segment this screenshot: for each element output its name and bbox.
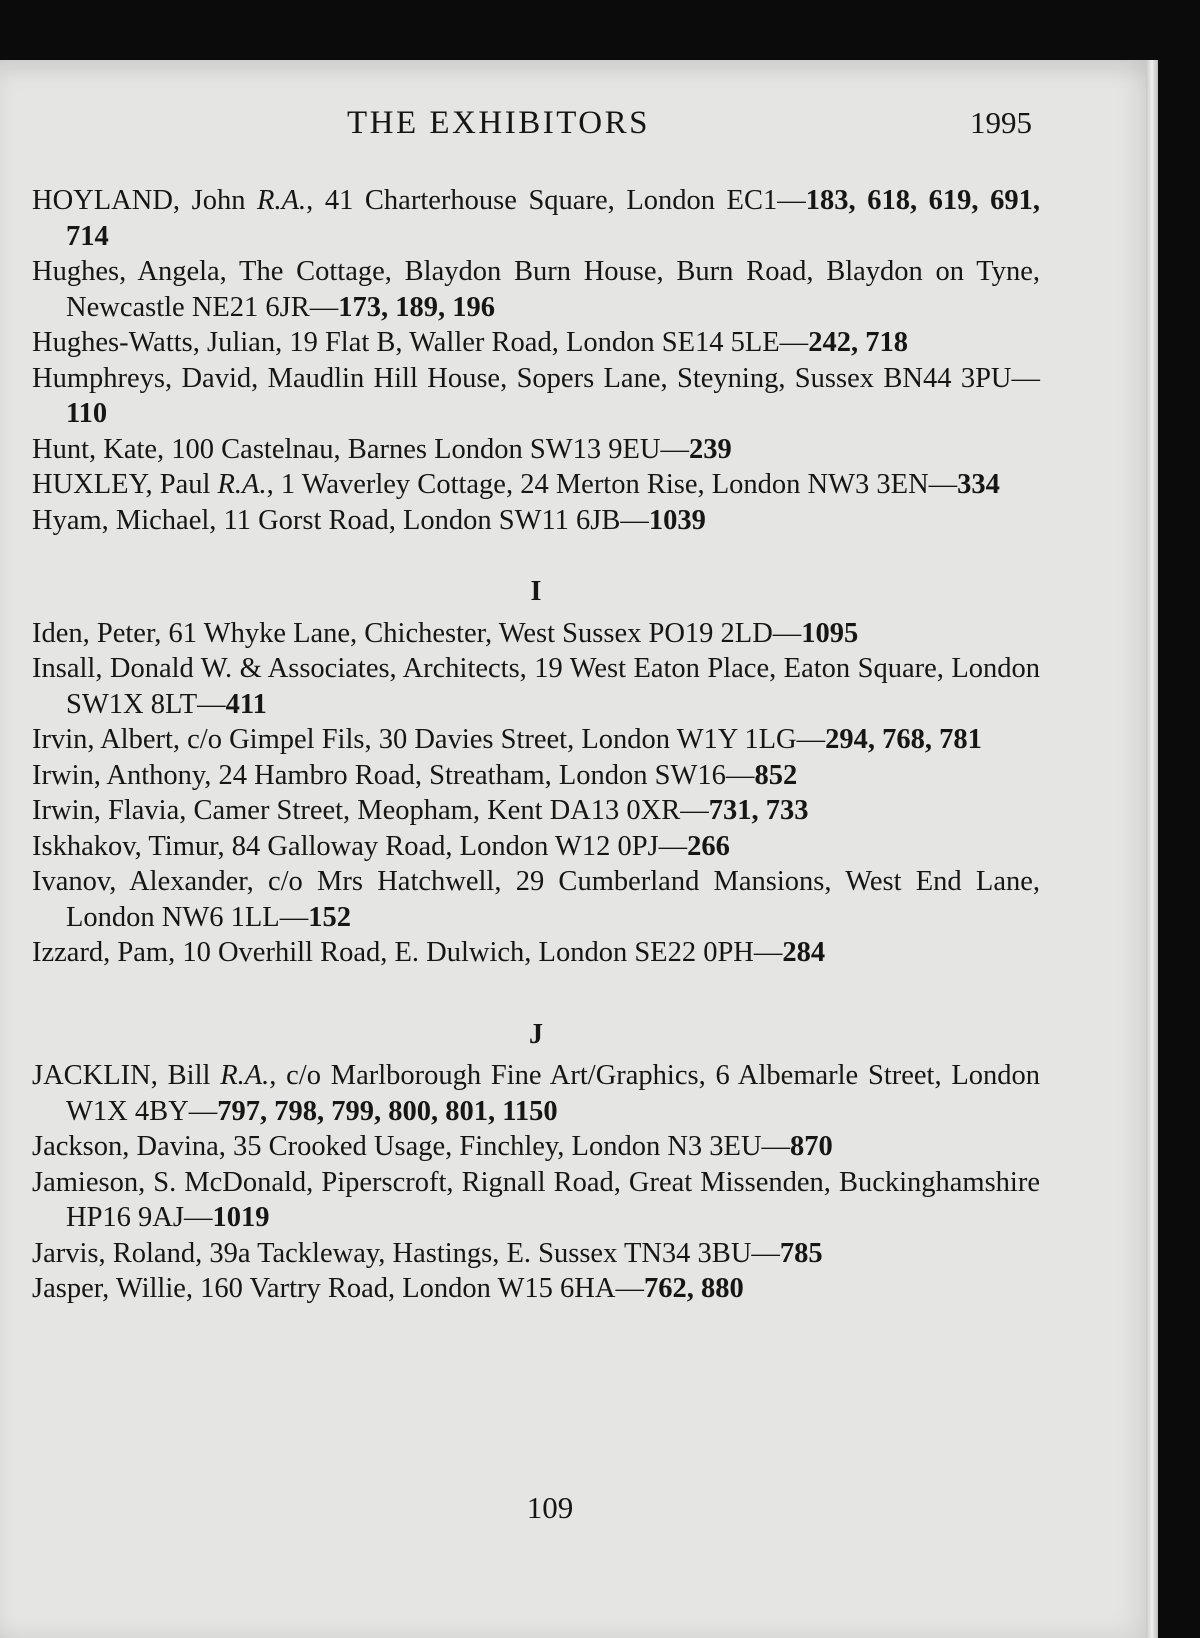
entry-address: , c/o Marlborough Fine Art/Graphics, 6 Albemarle Street, London W1X 4BY—	[66, 1060, 1040, 1127]
catalogue-numbers: 239	[688, 433, 732, 465]
exhibitor-entry	[32, 361, 1040, 432]
entry-address: , 41 Charterhouse Square, London EC1—	[306, 185, 806, 216]
exhibitor-entry	[32, 722, 1040, 758]
exhibitor-entry	[32, 651, 1040, 722]
exhibitor-entry	[32, 254, 1040, 325]
entry-text: Hyam, Michael, 11 Gorst Road, London SW11 6JB—	[32, 504, 649, 536]
page-year: 1995	[970, 105, 1032, 140]
entry-text: Jackson, Davina, 35 Crooked Usage, Finchley, London N3 3EU—	[32, 1131, 791, 1162]
entry-text: Irwin, Flavia, Camer Street, Meopham, Kent DA13 0XR—	[32, 795, 709, 826]
exhibitor-entry	[32, 1165, 1040, 1236]
catalogue-numbers: 1095	[801, 617, 859, 649]
exhibitor-entry	[32, 1129, 1040, 1165]
exhibitor-entry	[32, 503, 1040, 539]
catalogue-numbers: 152	[308, 901, 351, 933]
section-letter-i: I	[530, 576, 542, 607]
catalogue-numbers: 870	[790, 1131, 833, 1162]
entry-text: HUXLEY, Paul	[32, 469, 218, 500]
running-head	[32, 105, 1032, 145]
page-number: 109	[526, 1490, 574, 1525]
catalogue-numbers: 242, 718	[808, 327, 908, 358]
entry-title: R.A.	[220, 1060, 270, 1091]
catalogue-numbers: 852	[754, 759, 798, 791]
entry-text: JACKLIN, Bill	[32, 1060, 221, 1091]
exhibitor-entry	[32, 758, 1040, 794]
page-title: THE EXHIBITORS	[347, 105, 650, 141]
catalogue-numbers: 1019	[212, 1202, 270, 1233]
entry-text: Hunt, Kate, 100 Castelnau, Barnes London SW13 9EU—	[32, 433, 689, 465]
book-page	[0, 60, 1158, 1638]
exhibitor-entry	[32, 467, 1040, 503]
catalogue-numbers: 785	[779, 1237, 823, 1269]
exhibitor-entry	[32, 1271, 1040, 1307]
entry-text: Ivanov, Alexander, c/o Mrs Hatchwell, 29 Cumberland Mansions, West End Lane, London NW6 1LL—	[32, 866, 1040, 933]
catalogue-numbers: 334	[957, 469, 1000, 500]
catalogue-numbers: 183, 618, 619, 691, 714	[66, 185, 1040, 252]
entry-text: Jarvis, Roland, 39a Tackleway, Hastings, E. Sussex TN34 3BU—	[32, 1237, 780, 1269]
exhibitor-entry	[32, 432, 1040, 468]
entry-text: Irvin, Albert, c/o Gimpel Fils, 30 Davies Street, London W1Y 1LG—	[32, 724, 826, 755]
catalogue-numbers: 284	[782, 937, 826, 968]
catalogue-numbers: 797, 798, 799, 800, 801, 1150	[217, 1095, 558, 1127]
exhibitor-entry	[32, 829, 1040, 865]
entry-title: R.A.	[257, 185, 307, 216]
entry-text: Jamieson, S. McDonald, Piperscroft, Rignall Road, Great Missenden, Buckinghamshire HP16 9AJ—	[32, 1166, 1040, 1233]
entry-text: Hughes-Watts, Julian, 19 Flat B, Waller Road, London SE14 5LE—	[32, 327, 809, 358]
exhibitor-entry	[32, 1236, 1040, 1272]
exhibitor-entry	[32, 864, 1040, 935]
entry-text: Iden, Peter, 61 Whyke Lane, Chichester, West Sussex PO19 2LD—	[32, 617, 802, 649]
page-edge	[1146, 60, 1158, 1638]
entry-text: Humphreys, David, Maudlin Hill House, Sopers Lane, Steyning, Sussex BN44 3PU—	[32, 362, 1040, 394]
section-letter-j: J	[529, 1018, 543, 1050]
entry-text: Jasper, Willie, 160 Vartry Road, London W15 6HA—	[32, 1273, 644, 1304]
entry-title: R.A.	[217, 469, 267, 500]
exhibitor-list	[32, 183, 1040, 1307]
entry-text: Insall, Donald W. & Associates, Architects, 19 West Eaton Place, Eaton Square, London SW1X 8LT—	[32, 653, 1040, 720]
catalogue-numbers: 1039	[648, 504, 706, 536]
exhibitor-entry	[32, 325, 1040, 361]
entry-text: Izzard, Pam, 10 Overhill Road, E. Dulwich, London SE22 0PH—	[32, 937, 783, 968]
catalogue-numbers: 266	[687, 830, 730, 862]
exhibitor-entry	[32, 1058, 1040, 1129]
entry-text: Iskhakov, Timur, 84 Galloway Road, London W12 0PJ—	[32, 830, 688, 862]
entry-address: , 1 Waverley Cottage, 24 Merton Rise, London NW3 3EN—	[266, 469, 958, 500]
exhibitor-entry	[32, 793, 1040, 829]
entry-text: Hughes, Angela, The Cottage, Blaydon Burn House, Burn Road, Blaydon on Tyne, Newcastle NE21 6JR—	[32, 256, 1040, 323]
catalogue-numbers: 110	[66, 398, 108, 429]
exhibitor-entry	[32, 616, 1040, 652]
catalogue-numbers: 731, 733	[708, 795, 809, 826]
exhibitor-entry	[32, 183, 1040, 254]
catalogue-numbers: 411	[225, 688, 267, 720]
exhibitor-entry	[32, 935, 1040, 971]
entry-text: HOYLAND, John	[32, 185, 258, 216]
catalogue-numbers: 173, 189, 196	[338, 291, 496, 323]
catalogue-numbers: 762, 880	[643, 1273, 744, 1304]
entry-text: Irwin, Anthony, 24 Hambro Road, Streatham, London SW16—	[32, 759, 755, 791]
catalogue-numbers: 294, 768, 781	[825, 724, 982, 755]
